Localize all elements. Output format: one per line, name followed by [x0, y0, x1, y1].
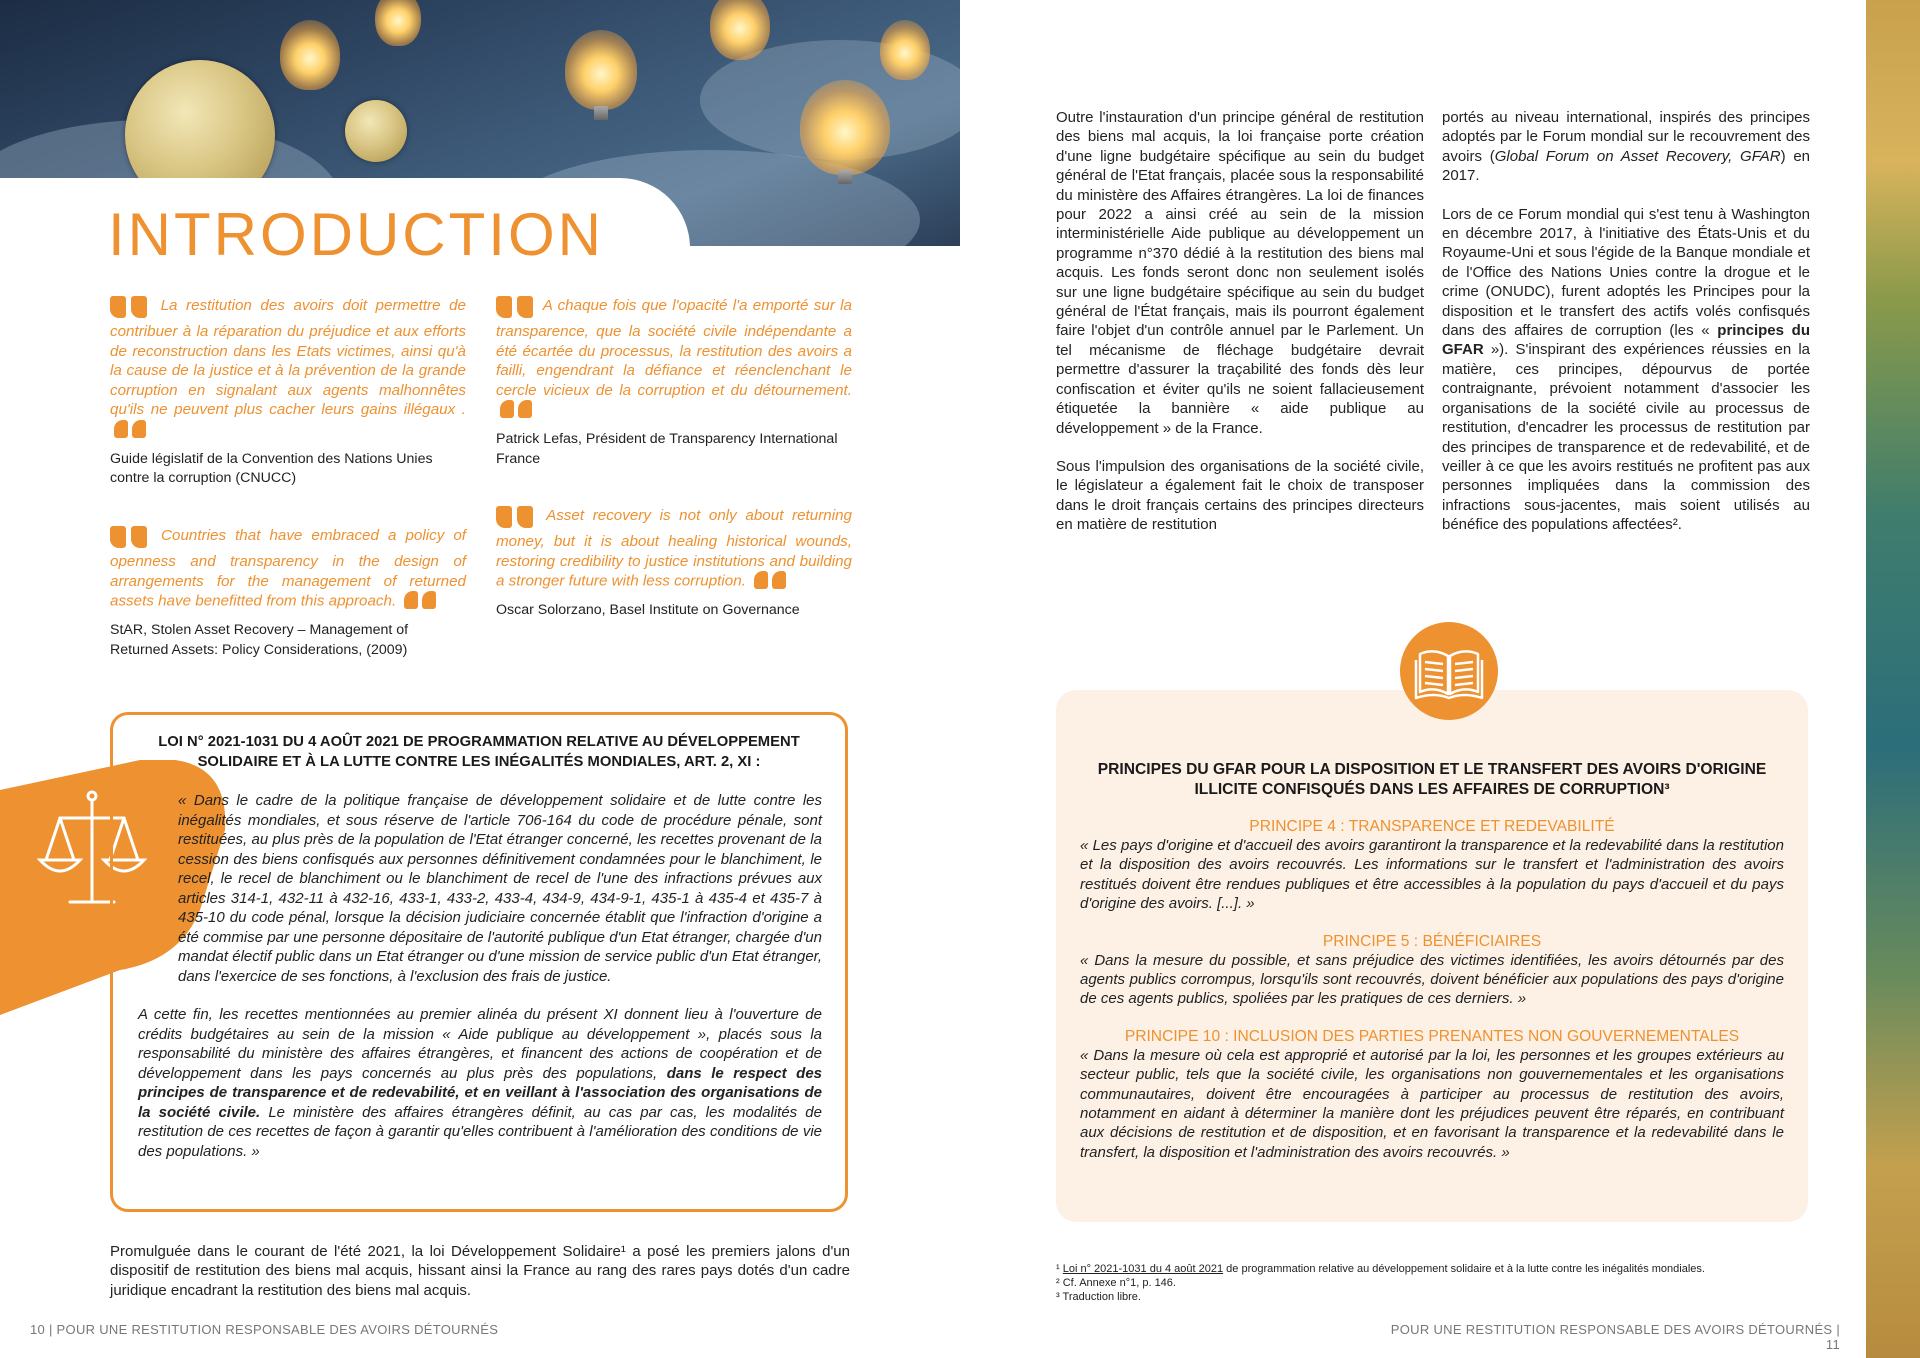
quote-text: Asset recovery is not only about returning money, but it is about healing historical wounds, restoring credibility to justice institutions and building a stronger future with less corruption. [496, 507, 852, 590]
principle-text: « Les pays d'origine et d'accueil des avoirs garantiront la transparence et la redevabilité dans la restitution et la disposition des avoirs recouvrés. Les informations sur le transfert et l'administration des avoirs restitués doivent être rendues publiques et être accessibles à la population du pays d'accueil et du pays d'origine des avoirs. [...]. » [1080, 837, 1784, 913]
bulb-base [594, 106, 608, 120]
body-paragraph: Lors de ce Forum mondial qui s'est tenu à Washington en décembre 2017, à l'initiative des États-Unis et du Royaume-Uni et sous l'égide de la Banque mondiale et de l'Office des Nations Unies contre la drogue et le crime (ONUDC), furent adoptés les Principes pour la disposition et le transfert des actifs volés confisqués dans des affaires de corruption (les « principes du GFAR »). S'inspirant des expériences réussies en la matière, ces principes, dépourvus de portée contraignante, prévoient notamment d'associer les organisations de la société civile au processus de restitution, d'encadrer les processus de restitution par des principes de transparence et de redevabilité, et de veiller à ce que les avoirs restitués ne profitent pas aux personnes impliquées dans la commission des infractions sous-jacentes, mais soient utilisés au bénéfice des populations affectées². [1442, 205, 1810, 534]
body-column-1 [1056, 108, 1424, 535]
law-excerpt-box [110, 712, 848, 1212]
page-footer-right: POUR UNE RESTITUTION RESPONSABLE DES AVOIRS DÉTOURNÉS | 11 [1390, 1322, 1840, 1352]
coin-image [345, 100, 407, 162]
quote-attribution: Guide législatif de la Convention des Nations Unies contre la corruption (CNUCC) [110, 450, 433, 487]
quote-text: A chaque fois que l'opacité l'a emporté sur la transparence, que la société civile indépendante a été écartée du processus, la restitution des avoirs a failli, engendrant la défiance et réenclenchant le cercle vicieux de la corruption et du détournement. [496, 296, 852, 420]
light-bulb-image [565, 30, 637, 110]
principle-heading: PRINCIPE 4 : TRANSPARENCE ET REDEVABILITÉ [1249, 818, 1615, 835]
quote-attribution: StAR, Stolen Asset Recovery – Management of Returned Assets: Policy Considerations, (2009) [110, 622, 409, 658]
quote-attribution: Patrick Lefas, Président de Transparency International France [496, 431, 838, 467]
light-bulb-image [280, 20, 340, 90]
footnote-3: ³ Traduction libre. [1056, 1291, 1141, 1303]
principle-text: « Dans la mesure du possible, et sans préjudice des victimes identifiées, les avoirs détournés par des agents publics corrompus, lorsqu'ils sont recouvrés, doivent bénéficier aux populations des pays d'origine de ces agents publics, spoliées par les pratiques de ces derniers. » [1080, 951, 1784, 1008]
light-bulb-image [880, 20, 930, 80]
footnotes [1056, 1262, 1816, 1304]
principle-text: « Dans la mesure où cela est approprié et autorisé par la loi, les personnes et les groupes extérieurs au secteur public, tels que la société civile, les organisations non gouvernementales et les organisations communautaires, doivent être encouragées à participer au processus de restitution des avoirs, notamment en aidant à déterminer la manière dont les préjudices peuvent être réparés, en contribuant aux décisions de restitution et de disposition, et en favorisant la transparence et la redevabilité dans le transfert, la disposition et l'administration des avoirs recouvrés. » [1080, 1046, 1784, 1161]
quote-open-icon [110, 296, 152, 322]
quote-close-icon [754, 571, 790, 591]
body-paragraph: portés au niveau international, inspirés des principes adoptés par le Forum mondial sur le recouvrement des avoirs (Global Forum on Asset Recovery, GFAR) en 2017. [1442, 109, 1811, 185]
open-book-icon [1400, 622, 1498, 720]
page-footer-left: 10 | POUR UNE RESTITUTION RESPONSABLE DES AVOIRS DÉTOURNÉS [30, 1322, 499, 1337]
decorative-side-art [1866, 0, 1920, 1358]
quote-block [110, 526, 466, 660]
quote-block [496, 296, 852, 469]
gfar-title: PRINCIPES DU GFAR POUR LA DISPOSITION ET LE TRANSFERT DES AVOIRS D'ORIGINE ILLICITE CONFISQUÉS DANS LES AFFAIRES DE CORRUPTION³ [1097, 761, 1767, 798]
body-column-2 [1442, 108, 1810, 535]
law-heading: LOI N° 2021-1031 DU 4 AOÛT 2021 DE PROGRAMMATION RELATIVE AU DÉVELOPPEMENT SOLIDAIRE ET À LA LUTTE CONTRE LES INÉGALITÉS MONDIALES, ART. 2, XI : [158, 734, 800, 770]
principle-heading: PRINCIPE 5 : BÉNÉFICIAIRES [1322, 932, 1542, 950]
page-title: INTRODUCTION [108, 201, 604, 268]
principle-heading: PRINCIPE 10 : INCLUSION DES PARTIES PRENANTES NON GOUVERNEMENTALES [1124, 1027, 1740, 1045]
footnote-2: ² Cf. Annexe n°1, p. 146. [1056, 1277, 1176, 1289]
quote-close-icon [404, 591, 440, 611]
quote-close-icon [500, 400, 536, 420]
quote-block [110, 296, 466, 489]
law-paragraph-1: « Dans le cadre de la politique française de développement solidaire et de lutte contre les inégalités mondiales, et sous réserve de l'article 706-164 du code de procédure pénale, sont restituées, au plus près de la population de l'Etat étranger concerné, les recettes provenant de la cession des biens confisqués aux personnes définitivement condamnées pour le blanchiment, le recel, le recel de blanchiment ou le blanchiment de recel de l'une des infractions prévues aux articles 314-1, 432-11 à 432-16, 433-1, 433-2, 433-4, 434-9, 434-9-1, 435-1 à 435-4 et 435-7 à 435-10 du code pénal, lorsque la décision judiciaire concernée établit que l'infraction d'origine a été commise par une personne dépositaire de l'autorité publique d'un Etat étranger, chargée d'un mandat électif public dans un Etat étranger ou d'une mission de service public d'un Etat étranger, dans l'exercice de ses fonctions, à l'exclusion des frais de justice. [178, 792, 822, 985]
closing-paragraph: Promulguée dans le courant de l'été 2021, la loi Développement Solidaire¹ a posé les premiers jalons d'un dispositif de restitution des biens mal acquis, hissant ainsi la France au rang des rares pays dotés d'un cadre juridique encadrant la restitution des biens mal acquis. [110, 1243, 850, 1299]
gfar-principles-list [1080, 818, 1784, 1162]
gfar-bold-term: principes du GFAR [1442, 322, 1810, 359]
light-bulb-image [375, 0, 421, 46]
quote-open-icon [110, 526, 152, 552]
quote-close-icon [114, 420, 150, 440]
quote-attribution: Oscar Solorzano, Basel Institute on Governance [496, 602, 800, 619]
light-bulb-image [710, 0, 770, 60]
quote-open-icon [496, 506, 538, 532]
law-bold-text: dans le respect des principes de transparence et de redevabilité, et en veillant à l'association des organisations de la société civile. [138, 1064, 823, 1121]
law-paragraph [138, 791, 822, 1161]
body-paragraph: Sous l'impulsion des organisations de la société civile, le législateur a également fait le choix de transposer dans le droit français certains des principes directeurs en matière de restitution [1056, 457, 1424, 534]
light-bulb-image [800, 80, 890, 175]
book-badge [1400, 622, 1498, 720]
gfar-principles-box [1056, 690, 1808, 1222]
law-paragraph-2: A cette fin, les recettes mentionnées au premier alinéa du présent XI donnent lieu à l'ouverture de crédits budgétaires au sein de la mission « Aide publique au développement », placés sous la responsabilité du ministère des affaires étrangères, et financent des actions de coopération et de développement dans les pays concernés au plus près des populations, dans le respect des principes de transparence et de redevabilité, et en veillant à l'association des organisations de la société civile. Le ministère des affaires étrangères définit, au cas par cas, les modalités de restitution de ces recettes de façon à garantir qu'elles contribuent à l'amélioration des conditions de vie des populations. » [138, 1006, 823, 1160]
quote-text: La restitution des avoirs doit permettre de contribuer à la réparation du préjudice et aux efforts de reconstruction dans les Etats victimes, ainsi qu'à la cause de la justice et à la prévention de la grande corruption en signalant aux agents malhonnêtes qu'ils ne peuvent plus cacher leurs gains illégaux . [110, 296, 466, 440]
footnote-link[interactable]: Loi n° 2021-1031 du 4 août 2021 [1062, 1263, 1224, 1275]
quote-block [496, 506, 852, 621]
quote-text: Countries that have embraced a policy of openness and transparency in the design of arrangements for the management of returned assets have benefitted from this approach. [110, 527, 466, 610]
quote-open-icon [496, 296, 538, 322]
footnote-1: ¹ Loi n° 2021-1031 du 4 août 2021 de programmation relative au développement solidaire et à la lutte contre les inégalités mondiales. [1056, 1263, 1705, 1275]
bulb-base [838, 170, 852, 184]
body-paragraph: Outre l'instauration d'un principe général de restitution des biens mal acquis, la loi française porte création d'une ligne budgétaire spécifique au sein du budget général de l'Etat français, placée sous la responsabilité du ministère des Affaires étrangères. La loi de finances pour 2022 a ainsi créé au sein de la mission interministérielle Aide publique au développement un programme n°370 dédié à la restitution des biens mal acquis. Les fonds seront donc non seulement isolés sur une ligne budgétaire spécifique au sein du budget général de l'État français, mais ils pourront également faire l'objet d'un contrôle annuel par le Parlement. Un tel mécanisme de fléchage budgétaire devrait permettre d'assurer la traçabilité des fonds dès leur confiscation et éviter qu'ils ne soient fallacieusement étiquetée la bannière « aide publique au développement » de la France. [1056, 109, 1424, 437]
